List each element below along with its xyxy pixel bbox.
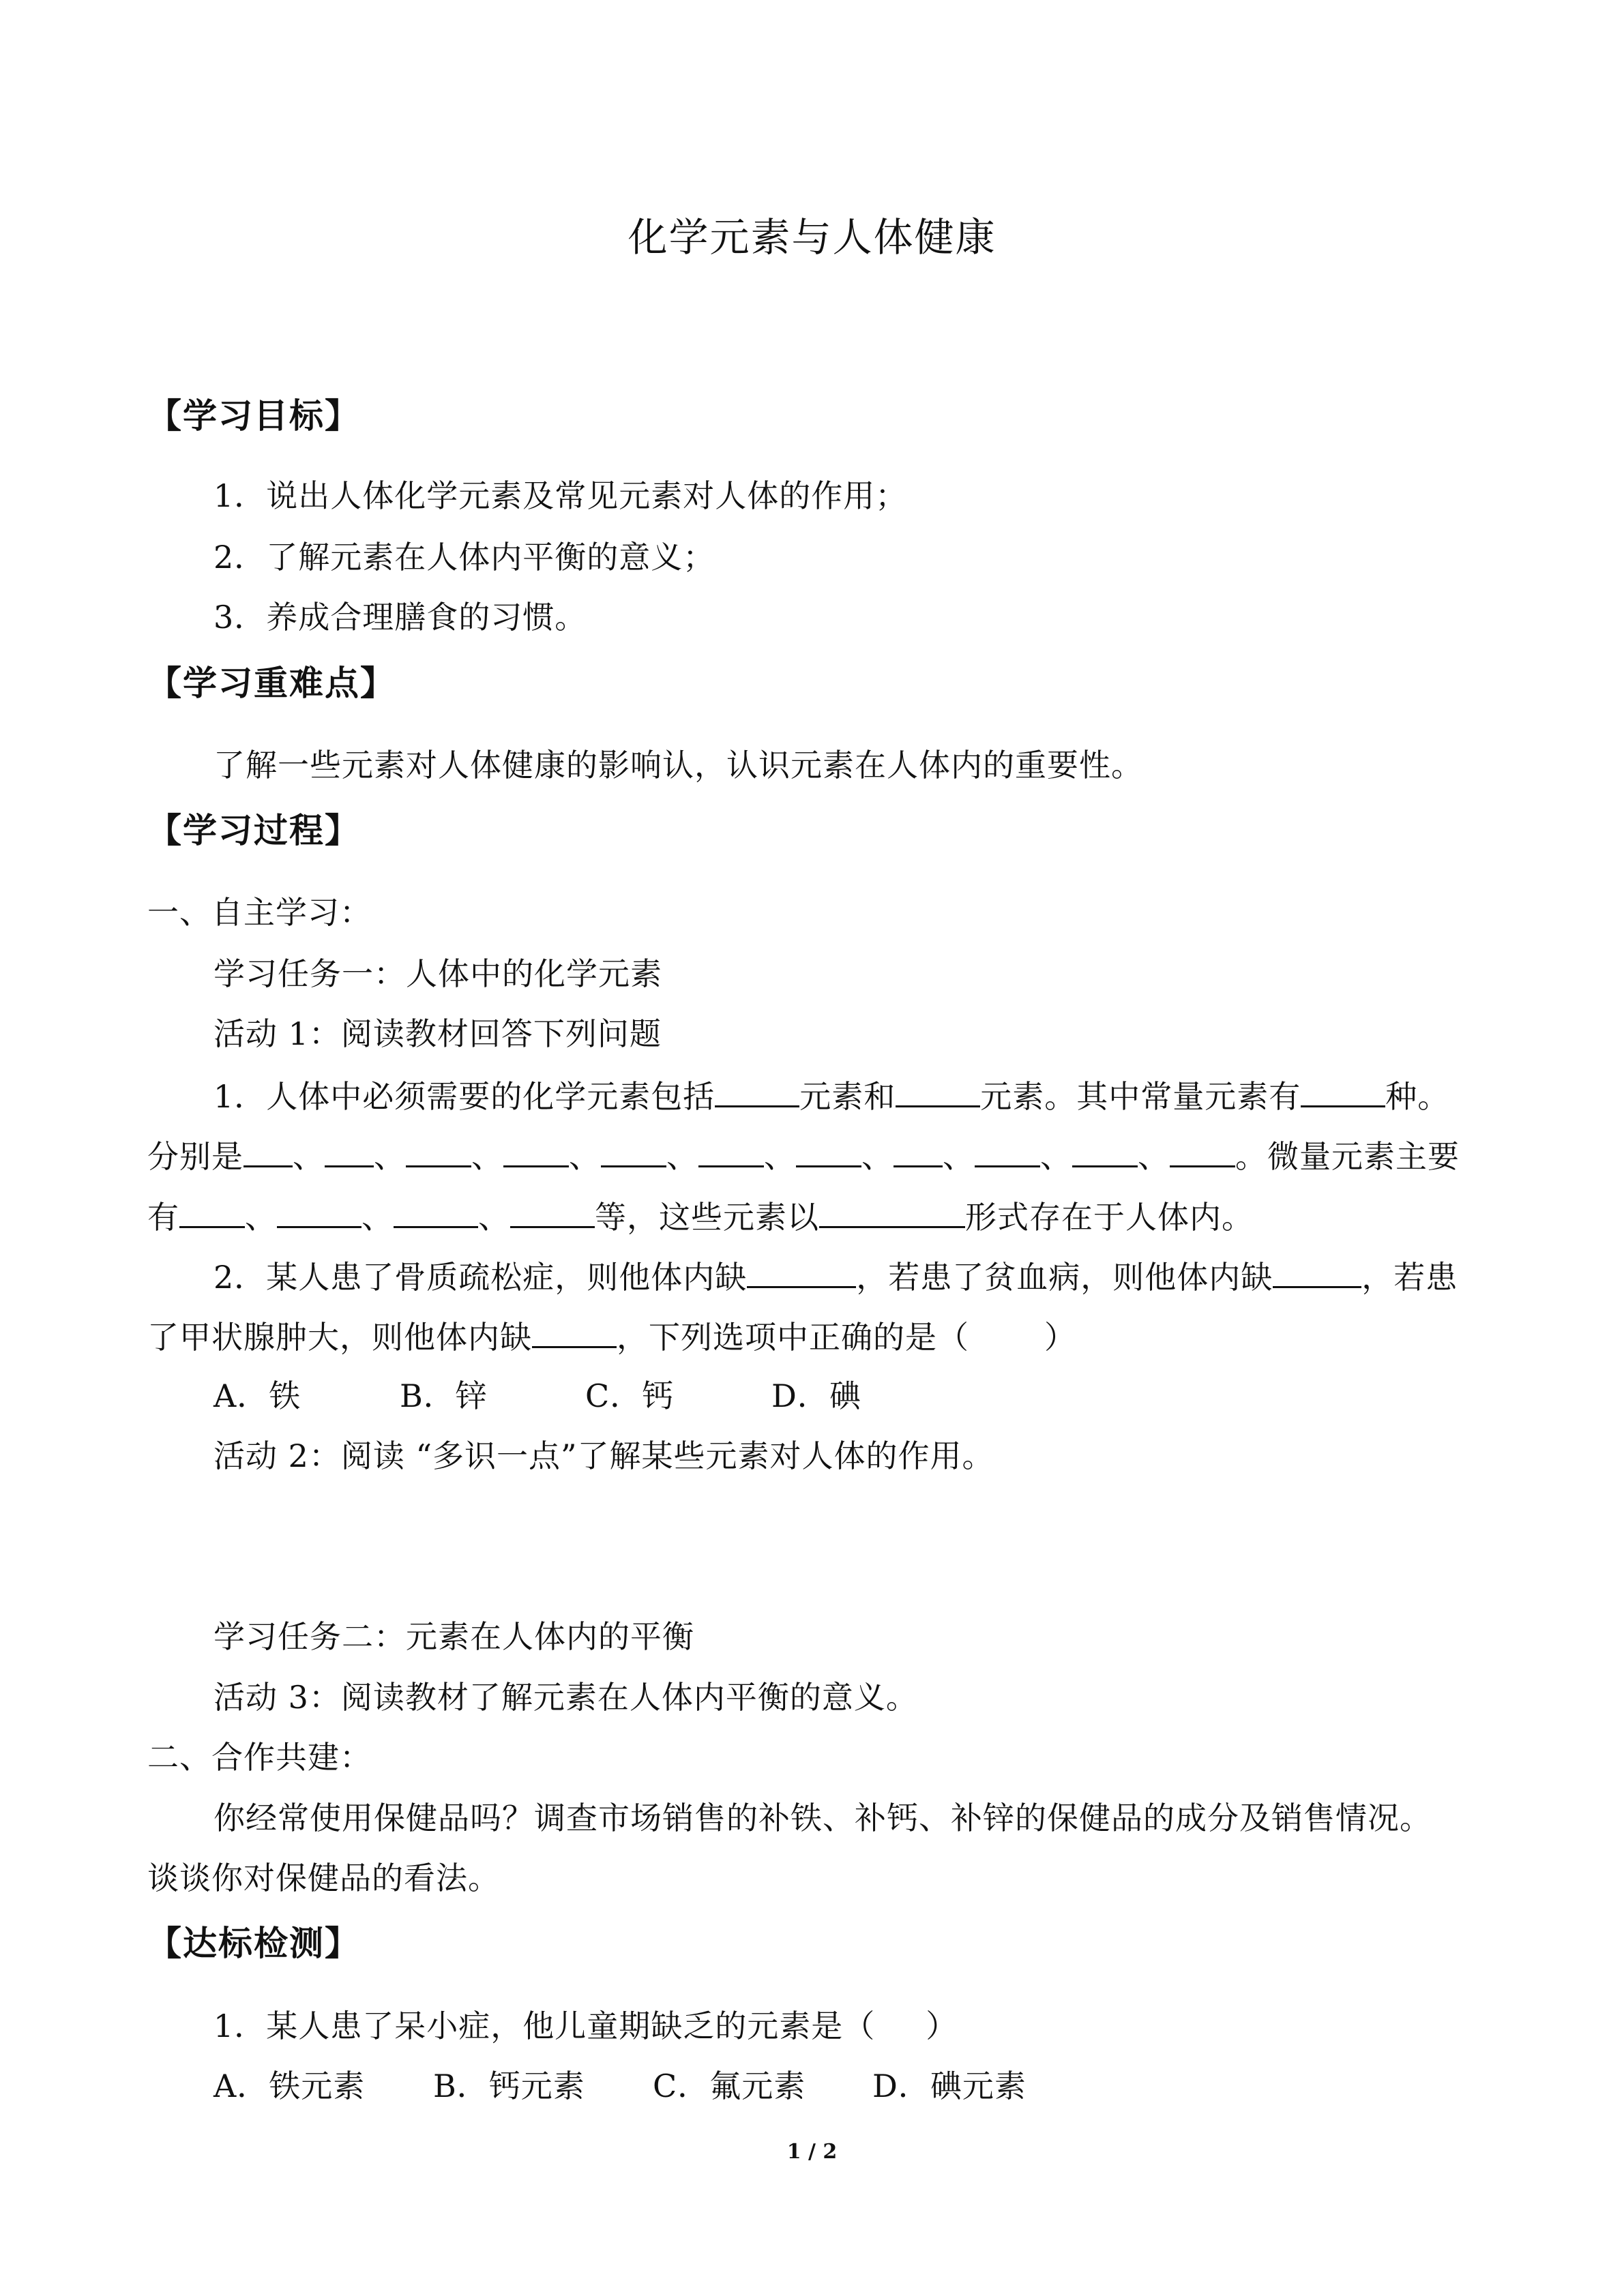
blank[interactable] bbox=[715, 1074, 799, 1107]
blank[interactable] bbox=[1301, 1074, 1385, 1107]
blank[interactable] bbox=[819, 1195, 965, 1228]
blank[interactable] bbox=[503, 1134, 569, 1167]
objective-item-1: 1．说出人体化学元素及常见元素对人体的作用； bbox=[213, 477, 908, 514]
blank[interactable] bbox=[277, 1195, 361, 1228]
blank[interactable] bbox=[1072, 1134, 1138, 1167]
option-a: A．铁元素 bbox=[213, 2068, 366, 2104]
blank[interactable] bbox=[896, 1074, 980, 1107]
blank[interactable] bbox=[1170, 1134, 1235, 1167]
task1-label: 学习任务一：人体中的化学元素 bbox=[213, 955, 662, 992]
key-points-text: 了解一些元素对人体健康的影响认，认识元素在人体内的重要性。 bbox=[213, 747, 1143, 784]
check-question1: 1．某人患了呆小症，他儿童期缺乏的元素是（ ） bbox=[213, 2008, 958, 2044]
part2-label: 二、合作共建： bbox=[147, 1739, 372, 1776]
page-title: 化学元素与人体健康 bbox=[628, 214, 996, 260]
task2-label: 学习任务二：元素在人体内的平衡 bbox=[213, 1618, 694, 1655]
option-a: A．铁 bbox=[213, 1377, 301, 1414]
heading-check: 【达标检测】 bbox=[147, 1924, 360, 1963]
question1-line2: 分别是 、 、 、 、 、 、 、 、 、 、 。微量元素主要 bbox=[147, 1134, 1484, 1177]
blank[interactable] bbox=[532, 1315, 617, 1348]
heading-objectives: 【学习目标】 bbox=[147, 396, 360, 436]
check-question1-options bbox=[213, 2066, 1550, 2106]
blank[interactable] bbox=[325, 1134, 374, 1167]
coop-text-1: 你经常使用保健品吗？调查市场销售的补铁、补钙、补锌的保健品的成分及销售情况。 bbox=[213, 1800, 1432, 1836]
heading-key-points: 【学习重难点】 bbox=[147, 664, 396, 703]
question1-line1: 1．人体中必须需要的化学元素包括 元素和 元素。其中常量元素有 种。 bbox=[213, 1074, 1550, 1117]
question2-line1: 2．某人患了骨质疏松症，则他体内缺 ，若患了贫血病，则他体内缺 ，若患 bbox=[213, 1255, 1550, 1298]
blank[interactable] bbox=[894, 1134, 943, 1167]
blank[interactable] bbox=[1273, 1255, 1361, 1288]
blank[interactable] bbox=[510, 1195, 595, 1228]
activity1-label: 活动 1：阅读教材回答下列问题 bbox=[213, 1015, 662, 1052]
objective-item-2: 2．了解元素在人体内平衡的意义； bbox=[213, 539, 715, 576]
blank[interactable] bbox=[698, 1134, 764, 1167]
option-c: C．钙 bbox=[585, 1377, 675, 1414]
option-c: C．氟元素 bbox=[653, 2068, 806, 2104]
blank[interactable] bbox=[243, 1134, 293, 1167]
heading-process: 【学习过程】 bbox=[147, 811, 360, 850]
question2-line2: 了甲状腺肿大，则他体内缺 ，下列选项中正确的是（ ） bbox=[147, 1315, 1484, 1358]
objective-item-3: 3．养成合理膳食的习惯。 bbox=[213, 599, 587, 636]
question1-line3: 有 、 、 、 等，这些元素以 形式存在于人体内。 bbox=[147, 1195, 1484, 1238]
blank[interactable] bbox=[179, 1195, 245, 1228]
coop-text-2: 谈谈你对保健品的看法。 bbox=[147, 1860, 500, 1896]
option-d: D．碘元素 bbox=[872, 2068, 1027, 2104]
option-b: B．锌 bbox=[400, 1377, 488, 1414]
blank[interactable] bbox=[796, 1134, 861, 1167]
blank[interactable] bbox=[394, 1195, 478, 1228]
question2-options bbox=[213, 1375, 1550, 1416]
blank[interactable] bbox=[975, 1134, 1040, 1167]
activity2-label: 活动 2：阅读 “多识一点”了解某些元素对人体的作用。 bbox=[213, 1437, 994, 1474]
page-number: 1 / 2 bbox=[786, 2140, 838, 2164]
blank[interactable] bbox=[601, 1134, 666, 1167]
blank[interactable] bbox=[747, 1255, 856, 1288]
option-d: D．碘 bbox=[771, 1377, 861, 1414]
part1-label: 一、自主学习： bbox=[147, 894, 372, 931]
option-b: B．钙元素 bbox=[433, 2068, 585, 2104]
activity3-label: 活动 3：阅读教材了解元素在人体内平衡的意义。 bbox=[213, 1679, 918, 1716]
blank[interactable] bbox=[406, 1134, 471, 1167]
